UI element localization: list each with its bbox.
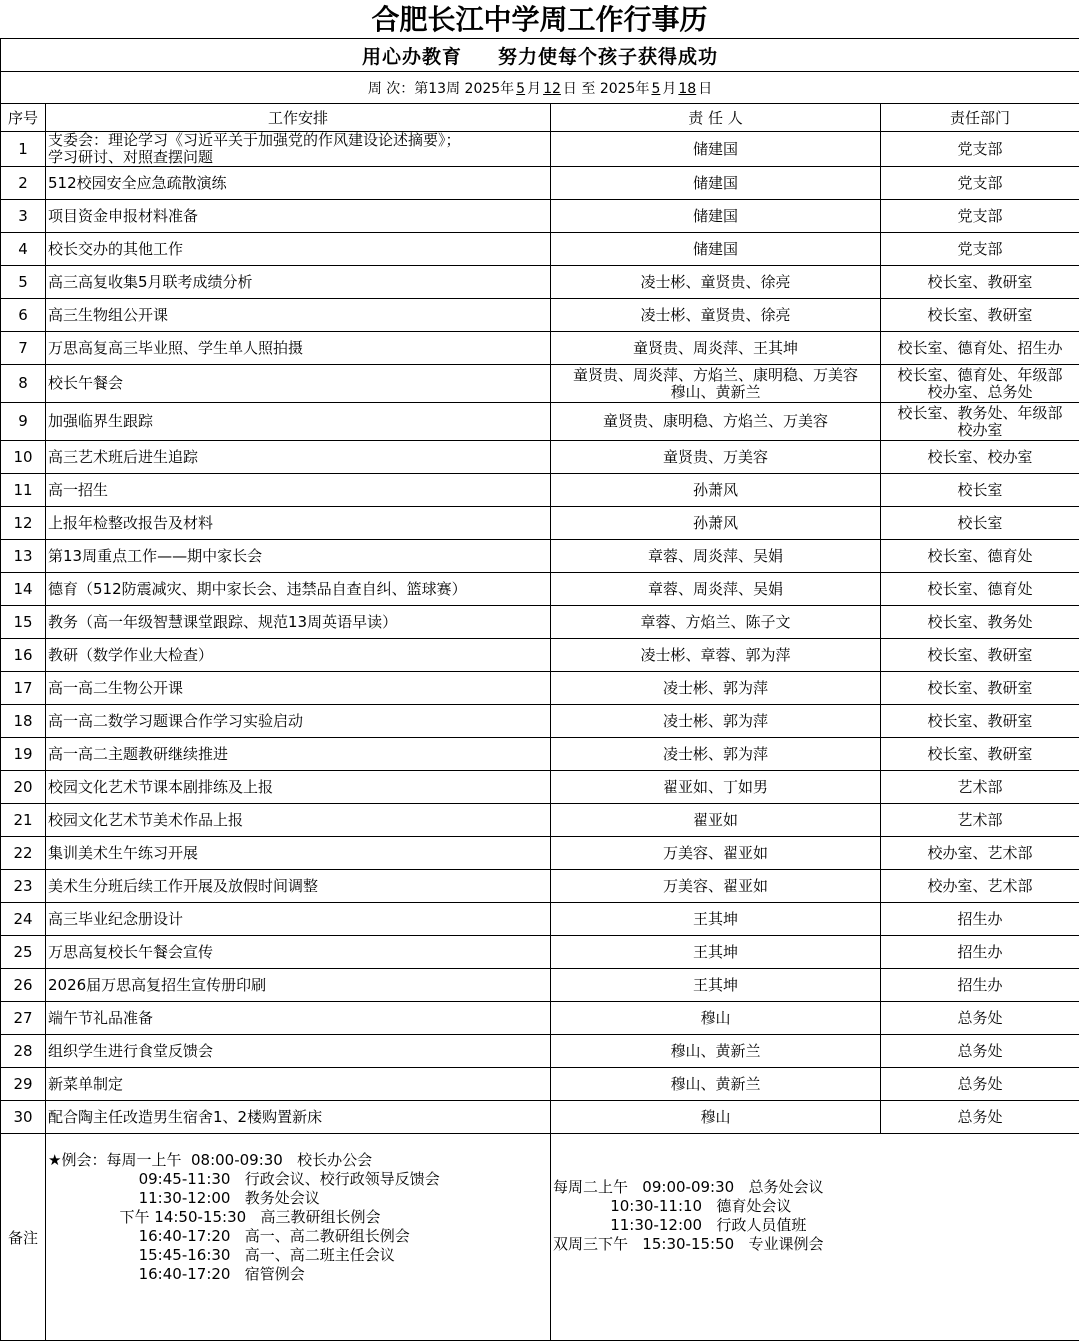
row-dept: 总务处 <box>881 1002 1079 1035</box>
row-num: 9 <box>1 403 46 441</box>
row-num: 8 <box>1 365 46 403</box>
table-row <box>1 1035 1079 1068</box>
row-dept: 校办室、艺术部 <box>881 837 1079 870</box>
motto-cell <box>1 39 1079 72</box>
row-person: 童贤贵、周炎萍、王其坤 <box>551 332 881 365</box>
row-num: 2 <box>1 167 46 200</box>
row-dept: 校长室、德育处、年级部 校办室、总务处 <box>881 365 1079 403</box>
week-middle: 日 至 2025年 <box>563 81 650 97</box>
motto-row <box>1 39 1079 72</box>
table-row <box>1 804 1079 837</box>
row-num: 20 <box>1 771 46 804</box>
row-person: 孙萧风 <box>551 507 881 540</box>
row-person: 万美容、翟亚如 <box>551 837 881 870</box>
motto-part1: 用心办教育 <box>362 46 462 68</box>
row-num: 30 <box>1 1101 46 1134</box>
row-task: 高一招生 <box>46 474 551 507</box>
row-dept: 校长室、德育处 <box>881 573 1079 606</box>
row-person: 童贤贵、周炎萍、方焰兰、康明稳、万美容 穆山、黄新兰 <box>551 365 881 403</box>
row-person: 童贤贵、万美容 <box>551 441 881 474</box>
row-num: 11 <box>1 474 46 507</box>
table-row <box>1 1068 1079 1101</box>
row-person: 储建国 <box>551 167 881 200</box>
row-num: 14 <box>1 573 46 606</box>
table-row <box>1 738 1079 771</box>
table-row <box>1 1002 1079 1035</box>
row-dept: 招生办 <box>881 969 1079 1002</box>
note-line: 09:45-11:30 行政会议、校行政领导反馈会 <box>48 1170 550 1189</box>
row-person: 凌士彬、郭为萍 <box>551 705 881 738</box>
row-num: 18 <box>1 705 46 738</box>
row-dept: 校长室、教研室 <box>881 705 1079 738</box>
row-dept: 总务处 <box>881 1068 1079 1101</box>
row-num: 23 <box>1 870 46 903</box>
row-task: 校长午餐会 <box>46 365 551 403</box>
row-dept: 校长室、校办室 <box>881 441 1079 474</box>
row-person: 章蓉、周炎萍、吴娟 <box>551 540 881 573</box>
note-line: 16:40-17:20 高一、高二教研组长例会 <box>48 1227 550 1246</box>
row-person: 翟亚如 <box>551 804 881 837</box>
table-row <box>1 672 1079 705</box>
week-prefix: 周 次：第13周 2025年 <box>368 81 514 97</box>
row-num: 6 <box>1 299 46 332</box>
row-person: 凌士彬、章蓉、郭为萍 <box>551 639 881 672</box>
row-num: 15 <box>1 606 46 639</box>
row-person: 童贤贵、康明稳、方焰兰、万美容 <box>551 403 881 441</box>
row-person: 凌士彬、童贤贵、徐亮 <box>551 299 881 332</box>
row-person: 章蓉、方焰兰、陈子文 <box>551 606 881 639</box>
row-num: 1 <box>1 132 46 167</box>
row-person: 储建国 <box>551 132 881 167</box>
row-task: 加强临界生跟踪 <box>46 403 551 441</box>
row-num: 4 <box>1 233 46 266</box>
row-num: 13 <box>1 540 46 573</box>
table-row <box>1 573 1079 606</box>
row-task: 德育（512防震减灾、期中家长会、违禁品自查自纠、篮球赛） <box>46 573 551 606</box>
week-info-cell <box>1 72 1079 104</box>
row-task: 高三高复收集5月联考成绩分析 <box>46 266 551 299</box>
row-dept: 校长室、教务处、年级部 校办室 <box>881 403 1079 441</box>
calendar-table <box>0 38 1079 1341</box>
row-task: 高三生物组公开课 <box>46 299 551 332</box>
table-row <box>1 969 1079 1002</box>
row-task: 万思高复校长午餐会宣传 <box>46 936 551 969</box>
row-task: 第13周重点工作——期中家长会 <box>46 540 551 573</box>
table-row <box>1 870 1079 903</box>
row-dept: 校长室、教研室 <box>881 266 1079 299</box>
row-dept: 校长室、德育处 <box>881 540 1079 573</box>
table-row <box>1 474 1079 507</box>
motto-part2: 努力使每个孩子获得成功 <box>498 46 718 68</box>
table-row <box>1 507 1079 540</box>
row-person: 凌士彬、童贤贵、徐亮 <box>551 266 881 299</box>
row-dept: 招生办 <box>881 903 1079 936</box>
row-task: 端午节礼品准备 <box>46 1002 551 1035</box>
notes-right <box>551 1134 1079 1341</box>
table-row <box>1 771 1079 804</box>
row-dept: 校长室、德育处、招生办 <box>881 332 1079 365</box>
row-person: 储建国 <box>551 233 881 266</box>
table-row <box>1 606 1079 639</box>
table-row <box>1 167 1079 200</box>
row-num: 19 <box>1 738 46 771</box>
row-num: 3 <box>1 200 46 233</box>
page-title: 合肥长江中学周工作行事历 <box>0 0 1079 38</box>
row-task: 项目资金申报材料准备 <box>46 200 551 233</box>
header-dept: 责任部门 <box>881 104 1079 132</box>
row-num: 12 <box>1 507 46 540</box>
row-task: 2026届万思高复招生宣传册印刷 <box>46 969 551 1002</box>
header-num: 序号 <box>1 104 46 132</box>
table-row <box>1 132 1079 167</box>
row-person: 孙萧风 <box>551 474 881 507</box>
note-line: 下午 14:50-15:30 高三教研组长例会 <box>48 1208 550 1227</box>
row-dept: 校长室、教务处 <box>881 606 1079 639</box>
row-person: 万美容、翟亚如 <box>551 870 881 903</box>
table-row <box>1 299 1079 332</box>
row-num: 21 <box>1 804 46 837</box>
row-dept: 校长室、教研室 <box>881 639 1079 672</box>
row-task: 组织学生进行食堂反馈会 <box>46 1035 551 1068</box>
row-dept: 党支部 <box>881 167 1079 200</box>
row-dept: 校办室、艺术部 <box>881 870 1079 903</box>
row-task: 高一高二生物公开课 <box>46 672 551 705</box>
table-row <box>1 441 1079 474</box>
table-row <box>1 233 1079 266</box>
row-task: 教务（高一年级智慧课堂跟踪、规范13周英语早读） <box>46 606 551 639</box>
note-line: 11:30-12:00 教务处会议 <box>48 1189 550 1208</box>
month-char-1: 月 <box>527 81 541 97</box>
row-person: 凌士彬、郭为萍 <box>551 672 881 705</box>
row-person: 王其坤 <box>551 936 881 969</box>
row-task: 集训美术生午练习开展 <box>46 837 551 870</box>
row-dept: 总务处 <box>881 1101 1079 1134</box>
row-person: 王其坤 <box>551 969 881 1002</box>
row-dept: 党支部 <box>881 132 1079 167</box>
notes-label: 备注 <box>1 1134 46 1341</box>
table-row <box>1 1101 1079 1134</box>
row-dept: 校长室、教研室 <box>881 672 1079 705</box>
header-task: 工作安排 <box>46 104 551 132</box>
row-task: 教研（数学作业大检查） <box>46 639 551 672</box>
row-task: 高三艺术班后进生追踪 <box>46 441 551 474</box>
row-person: 穆山 <box>551 1002 881 1035</box>
table-row <box>1 837 1079 870</box>
row-person: 凌士彬、郭为萍 <box>551 738 881 771</box>
row-num: 25 <box>1 936 46 969</box>
week-info-row <box>1 72 1079 104</box>
row-dept: 总务处 <box>881 1035 1079 1068</box>
note-line: 双周三下午 15:30-15:50 专业课例会 <box>553 1235 1079 1254</box>
row-task: 512校园安全应急疏散演练 <box>46 167 551 200</box>
row-dept: 校长室 <box>881 474 1079 507</box>
row-task: 校园文化艺术节课本剧排练及上报 <box>46 771 551 804</box>
row-num: 16 <box>1 639 46 672</box>
row-dept: 校长室、教研室 <box>881 738 1079 771</box>
row-task: 校长交办的其他工作 <box>46 233 551 266</box>
note-line: 15:45-16:30 高一、高二班主任会议 <box>48 1246 550 1265</box>
month-char-2: 月 <box>662 81 676 97</box>
start-month: 5 <box>514 81 527 97</box>
row-task: 高一高二主题教研继续推进 <box>46 738 551 771</box>
header-person: 责 任 人 <box>551 104 881 132</box>
row-dept: 艺术部 <box>881 804 1079 837</box>
row-person: 穆山、黄新兰 <box>551 1035 881 1068</box>
row-task: 上报年检整改报告及材料 <box>46 507 551 540</box>
start-day: 12 <box>541 81 563 97</box>
note-line: 每周二上午 09:00-09:30 总务处会议 <box>553 1178 1079 1197</box>
table-row <box>1 705 1079 738</box>
table-row <box>1 903 1079 936</box>
row-person: 储建国 <box>551 200 881 233</box>
table-row <box>1 266 1079 299</box>
table-row <box>1 540 1079 573</box>
row-dept: 校长室 <box>881 507 1079 540</box>
note-line: ★例会：每周一上午 08:00-09:30 校长办公会 <box>48 1151 550 1170</box>
notes-row <box>1 1134 1079 1341</box>
row-task: 高三毕业纪念册设计 <box>46 903 551 936</box>
row-task: 支委会：理论学习《习近平关于加强党的作风建设论述摘要》； 学习研讨、对照查摆问题 <box>46 132 551 167</box>
end-month: 5 <box>649 81 662 97</box>
row-task: 高一高二数学习题课合作学习实验启动 <box>46 705 551 738</box>
note-line: 10:30-11:10 德育处会议 <box>553 1197 1079 1216</box>
row-num: 5 <box>1 266 46 299</box>
row-task: 配合陶主任改造男生宿舍1、2楼购置新床 <box>46 1101 551 1134</box>
table-row <box>1 200 1079 233</box>
row-person: 穆山 <box>551 1101 881 1134</box>
row-num: 29 <box>1 1068 46 1101</box>
row-dept: 校长室、教研室 <box>881 299 1079 332</box>
table-row <box>1 639 1079 672</box>
row-num: 26 <box>1 969 46 1002</box>
row-task: 美术生分班后续工作开展及放假时间调整 <box>46 870 551 903</box>
row-num: 22 <box>1 837 46 870</box>
row-dept: 艺术部 <box>881 771 1079 804</box>
row-task: 新菜单制定 <box>46 1068 551 1101</box>
row-task: 万思高复高三毕业照、学生单人照拍摄 <box>46 332 551 365</box>
row-dept: 党支部 <box>881 233 1079 266</box>
table-header-row <box>1 104 1079 132</box>
row-person: 章蓉、周炎萍、吴娟 <box>551 573 881 606</box>
table-row <box>1 936 1079 969</box>
table-row <box>1 403 1079 441</box>
day-char: 日 <box>698 81 712 97</box>
row-num: 27 <box>1 1002 46 1035</box>
note-line: 11:30-12:00 行政人员值班 <box>553 1216 1079 1235</box>
row-person: 穆山、黄新兰 <box>551 1068 881 1101</box>
row-dept: 招生办 <box>881 936 1079 969</box>
row-num: 10 <box>1 441 46 474</box>
note-line: 16:40-17:20 宿管例会 <box>48 1265 550 1284</box>
row-dept: 党支部 <box>881 200 1079 233</box>
row-num: 7 <box>1 332 46 365</box>
row-task: 校园文化艺术节美术作品上报 <box>46 804 551 837</box>
notes-left <box>46 1134 551 1341</box>
row-num: 17 <box>1 672 46 705</box>
end-day: 18 <box>676 81 698 97</box>
table-row <box>1 332 1079 365</box>
table-row <box>1 365 1079 403</box>
row-person: 王其坤 <box>551 903 881 936</box>
row-num: 28 <box>1 1035 46 1068</box>
row-person: 翟亚如、丁如男 <box>551 771 881 804</box>
row-num: 24 <box>1 903 46 936</box>
